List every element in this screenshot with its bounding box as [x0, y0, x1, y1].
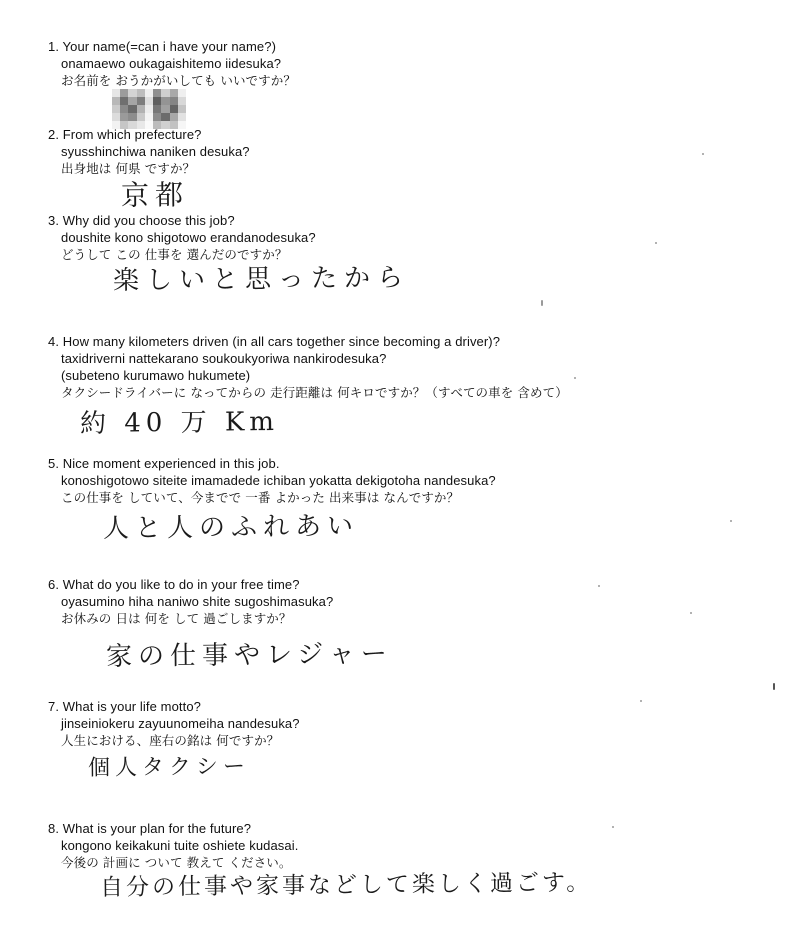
- answer-8-handwritten: 自分の仕事や家事などして楽しく過ごす。: [99, 869, 593, 901]
- question-3-english: [48, 212, 235, 229]
- question-3-romaji: doushite kono shigotowo erandanodesuka?: [61, 230, 316, 245]
- question-1-number: 1.: [48, 39, 60, 54]
- question-1-english: [48, 38, 276, 55]
- question-8-romaji: kongono keikakuni tuite oshiete kudasai.: [61, 838, 299, 853]
- question-1-romaji: onamaewo oukagaishitemo iidesuka?: [61, 56, 282, 71]
- question-1-japanese: お名前を おうかがいしても いいですか？: [61, 73, 296, 88]
- scan-speck: [730, 520, 732, 522]
- question-4-romaji: taxidriverni nattekarano soukoukyoriwa nankirodesuka?: [61, 351, 387, 366]
- question-5-text: Nice moment experienced in this job.: [62, 456, 280, 471]
- question-2-romaji: syusshinchiwa naniken desuka?: [61, 144, 250, 159]
- question-5-english: [48, 455, 280, 472]
- question-4-number: 4.: [48, 334, 60, 349]
- question-6-english: [48, 576, 300, 593]
- scan-speck: [598, 585, 600, 587]
- scan-speck: [612, 826, 614, 828]
- question-4-japanese: タクシードライバーに なってからの 走行距離は 何キロですか？（すべての車を 含めて）: [61, 385, 568, 400]
- question-3-number: 3.: [48, 213, 60, 228]
- question-6-text: What do you like to do in your free time?: [62, 577, 300, 592]
- question-4-text: How many kilometers driven (in all cars together since becoming a driver)?: [62, 334, 501, 349]
- question-8-japanese: 今後の 計画に ついて 教えて ください。: [61, 855, 292, 870]
- question-7-english: [48, 698, 201, 715]
- question-4-romaji-note: (subeteno kurumawo hukumete): [61, 368, 251, 383]
- question-7-romaji: jinseiniokeru zayuunomeiha nandesuka?: [61, 716, 300, 731]
- question-4-english: [48, 333, 500, 350]
- question-7-japanese: 人生における、座右の銘は 何ですか？: [61, 733, 280, 748]
- answer-2-handwritten: 京都: [120, 178, 190, 212]
- scan-speck: [690, 612, 692, 614]
- question-5-japanese: この仕事を していて、今までで 一番 よかった 出来事は なんですか？: [61, 490, 460, 505]
- answer-6-handwritten: 家の仕事やレジャー: [105, 638, 393, 672]
- question-6-japanese: お休みの 日は 何を して 過ごしますか？: [61, 611, 292, 626]
- answer-5-handwritten: 人と人のふれあい: [102, 511, 360, 544]
- question-1-text: Your name(=can i have your name?): [62, 39, 277, 54]
- redacted-name-answer: [112, 89, 186, 129]
- scan-speck: [541, 300, 543, 306]
- question-2-english: [48, 126, 202, 143]
- answer-4-handwritten: 約 40 万 Km: [79, 406, 280, 439]
- answer-7-handwritten: 個人タクシー: [87, 754, 251, 781]
- question-6-number: 6.: [48, 577, 60, 592]
- scan-speck: [655, 242, 657, 244]
- question-8-text: What is your plan for the future?: [62, 821, 252, 836]
- question-8-english: [48, 820, 251, 837]
- question-7-text: What is your life motto?: [62, 699, 201, 714]
- scan-speck: [640, 700, 642, 702]
- question-8-number: 8.: [48, 821, 60, 836]
- question-2-number: 2.: [48, 127, 60, 142]
- question-3-japanese: どうして この 仕事を 選んだのですか？: [61, 247, 288, 262]
- question-5-romaji: konoshigotowo siteite imamadede ichiban yokatta dekigotoha nandesuka?: [61, 473, 496, 488]
- answer-3-handwritten: 楽しいと思ったから: [112, 262, 411, 296]
- scan-speck: [773, 683, 775, 690]
- question-3-text: Why did you choose this job?: [62, 213, 235, 228]
- question-6-romaji: oyasumino hiha naniwo shite sugoshimasuka?: [61, 594, 334, 609]
- scan-speck: [702, 153, 704, 155]
- question-7-number: 7.: [48, 699, 60, 714]
- question-2-japanese: 出身地は 何県 ですか？: [61, 161, 196, 176]
- question-5-number: 5.: [48, 456, 60, 471]
- question-2-text: From which prefecture?: [62, 127, 202, 142]
- scan-speck: [574, 377, 576, 379]
